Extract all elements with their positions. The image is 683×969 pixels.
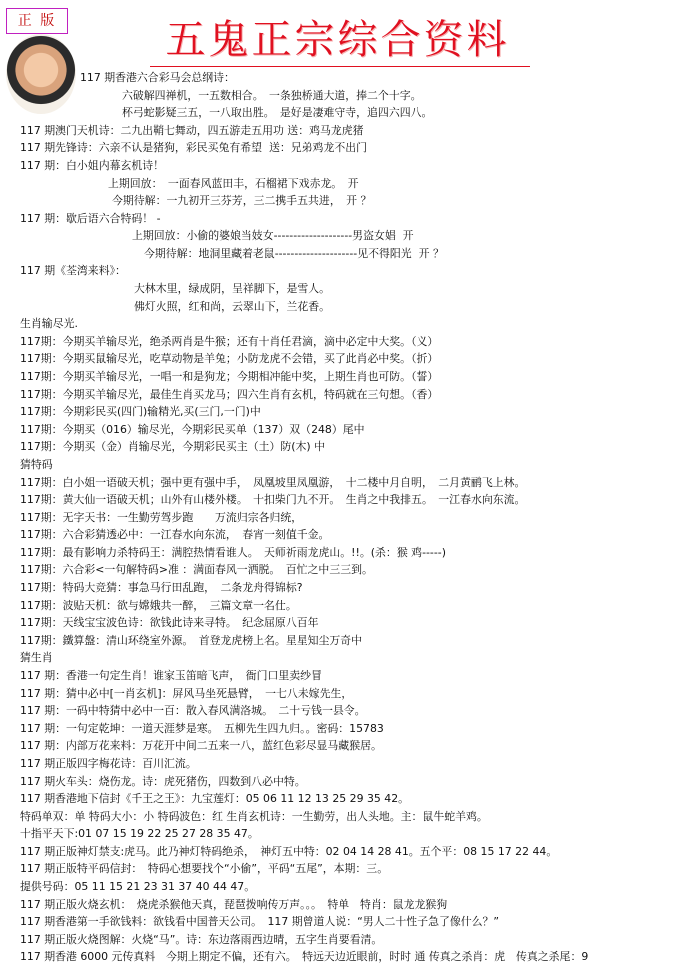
- text-line: 117 期：香港一句定生肖！谁家玉笛暗飞声， 衙门口里卖纱冒: [20, 669, 322, 682]
- text-line: 117期：今期彩民买(四门)输精光,买(三门,一门)中: [20, 405, 261, 419]
- text-line: 今期待解：一九初开三芬芳，三二携手五共进， 开 ？: [112, 194, 372, 208]
- text-line: 十指平天下:01 07 15 19 22 25 27 28 35 47。: [20, 827, 259, 841]
- text-line: 117 期：白小姐内幕玄机诗！: [20, 158, 165, 172]
- text-line: 大林木里，绿成阴，呈祥脚下，是雪人。: [134, 282, 331, 296]
- text-line: 117期：今期买羊输尽光，一唱一和是狗龙；今期相冲能中奖，上期生肖也可防。（誓）: [20, 370, 439, 383]
- text-line: 117 期：一码中特猜中必中一百：散入春风满洛城。 二十亏钱一县令。: [20, 704, 366, 718]
- text-line: 117期：波贴天机：欲与嫦娥共一醉， 三篇文章一名仕。: [20, 598, 297, 612]
- page-title: 五鬼正宗综合资料: [165, 17, 510, 63]
- text-line: 117期：六合彩猜透必中：一江春水向东流， 春宵一刻值千金。: [20, 528, 330, 542]
- text-line: 117期：白小姐一语破天机；强中更有强中手， 凤凰坡里凤凰游， 十二楼中月自明， 二月黄鹂飞上林。: [20, 475, 526, 489]
- text-line: 117 期：一句定乾坤：一道天涯梦是寒。 五柳先生四九归。。密码：15783: [20, 721, 384, 735]
- text-line: 117期：今期买（016）输尽光，今期彩民买单（137）双（248）尾中: [20, 422, 365, 436]
- text-line: 117期：六合彩<一句解特码>准 ：满面春风一洒脱。 百忙之中三三到。: [20, 563, 373, 577]
- text-line: 117 期香港 6000 元传真料 今期上期定不偏，还有六。 特远天边近眼前，时时 通 传真之杀肖：虎 传真之杀尾：9: [20, 950, 589, 964]
- text-line: 117期：今期买羊输尽光，绝杀两肖是牛猴；还有十肖任君滴，滴中必定中大奖。（义）: [20, 334, 439, 348]
- text-line: 117 期香港地下信封《千王之王》：九宝莲灯：05 06 11 12 13 25 29 35 42。: [20, 792, 410, 806]
- text-line: 六破解四禅机，一五数相合。 一条独桥通大道，捧二个十字。: [122, 88, 422, 102]
- text-line: 特码单双：单 特码大小：小 特码波色：红 生肖玄机诗：一生勤劳，出人头地。主：鼠牛蛇羊鸡。: [20, 809, 488, 823]
- text-line: 今期待解：地洞里藏着老鼠---------------------见不得阳光 开 ？: [144, 246, 444, 260]
- text-line: 117 期《荃湾来料》：: [20, 264, 126, 278]
- text-line: 117 期正版四字梅花诗：百川汇流。: [20, 756, 197, 770]
- text-line: 117期：黄大仙一语破天机；山外有山楼外楼。 十扣柴门九不开。 生肖之中我排五。 一江春水向东流。: [20, 493, 526, 507]
- text-line: 117 期：内部万花来料：万花开中间二五来一八，蓝红色彩尽显马藏猴居。: [20, 739, 382, 753]
- text-line: 117期：今期买鼠输尽光，吃草动物是羊兔；小防龙虎不会错，买了此肖必中奖。（折）: [20, 352, 439, 366]
- text-line: 117 期正版特平码信封： 特码心想要找个“小偷”，平码“五尾”，本期：三。: [20, 862, 389, 876]
- text-line: 杯弓蛇影疑三五，一八取出胜。 是好是凄难守寺，追四六四八。: [122, 106, 433, 120]
- text-line: 117 期：歇后语六合特码！ -: [20, 211, 161, 225]
- title-underline: [150, 66, 530, 67]
- text-line: 117期：今期买（金）肖输尽光，今期彩民买主（土）防(木) 中: [20, 440, 326, 454]
- text-line: 117期：今期买羊输尽光，最佳生肖买龙马；四六生肖有玄机，特码就在三句想。（香）: [20, 387, 439, 401]
- text-line: 117 期正版火烧玄机： 烧虎杀猴他天真，琵琶拨响传万声。。。 特单 特肖：鼠龙龙猴狗: [20, 897, 448, 911]
- text-line: 117 期香港六合彩马会总纲诗：: [80, 71, 235, 84]
- text-line: 117 期香港第一手欲钱料：欲钱看中国普天公司。 117 期曾道人说：“男人二十性子急了像什么？”: [20, 915, 500, 929]
- edition-badge: 正 版: [6, 8, 68, 34]
- text-line: 上期回放： 一面春风蓝田丰，石榴裙下戏赤龙。 开: [108, 176, 359, 190]
- text-line: 117 期先锋诗：六亲不认是猪狗，彩民买兔有希望 送：兄弟鸡龙不出门: [20, 141, 368, 155]
- text-line: 117期：最有影响力杀特码王：满腔热情看谁人。 天师祈雨龙虎山。!!。(杀：猴 鸡-----): [20, 545, 446, 559]
- avatar: [6, 34, 76, 114]
- text-line: 117期：无字天书：一生勤劳驾步跑 万流归宗各归统，: [20, 510, 303, 524]
- text-line: 117 期火车头：烧伤龙。诗：虎死猪伤，四数到八必中特。: [20, 774, 306, 788]
- text-line: 117 期：猜中必中[一肖玄机]：屏风马坐死悬臂， 一七八未嫁先生，: [20, 686, 353, 700]
- section-heading: 猜生肖: [20, 651, 53, 665]
- text-line: 117期：鐵算盤：清山环绕室外源。 首登龙虎榜上名。星星知尘万奇中: [20, 633, 363, 647]
- text-line: 117期：特码大竞猜：事急马行田乱跑， 二条龙舟得锦标?: [20, 581, 303, 595]
- text-line: 117期：天线宝宝波色诗：欲钱此诗来寻特。 纪念屈原八百年: [20, 616, 319, 630]
- text-line: 117 期正版火烧图解：火烧“马”。诗：东边落雨西边晴，五字生肖要看清。: [20, 932, 383, 946]
- text-line: 上期回放：小偷的婆娘当妓女--------------------男盗女娼 开: [132, 229, 414, 243]
- text-line: 117 期澳门天机诗：二九出鞘七舞动，四五游走五用功 送：鸡马龙虎猪: [20, 123, 364, 137]
- text-line: 佛灯火照，红和尚，云翠山下，兰花香。: [134, 299, 331, 313]
- section-heading: 猜特码: [20, 457, 53, 471]
- section-heading: 生肖输尽光.: [20, 317, 78, 331]
- text-line: 提供号码：05 11 15 21 23 31 37 40 44 47。: [20, 880, 256, 894]
- text-line: 117 期正版神灯禁支:虎马。此乃神灯特码绝杀， 神灯五中特：02 04 14 28 41。五个平：08 15 17 22 44。: [20, 844, 558, 858]
